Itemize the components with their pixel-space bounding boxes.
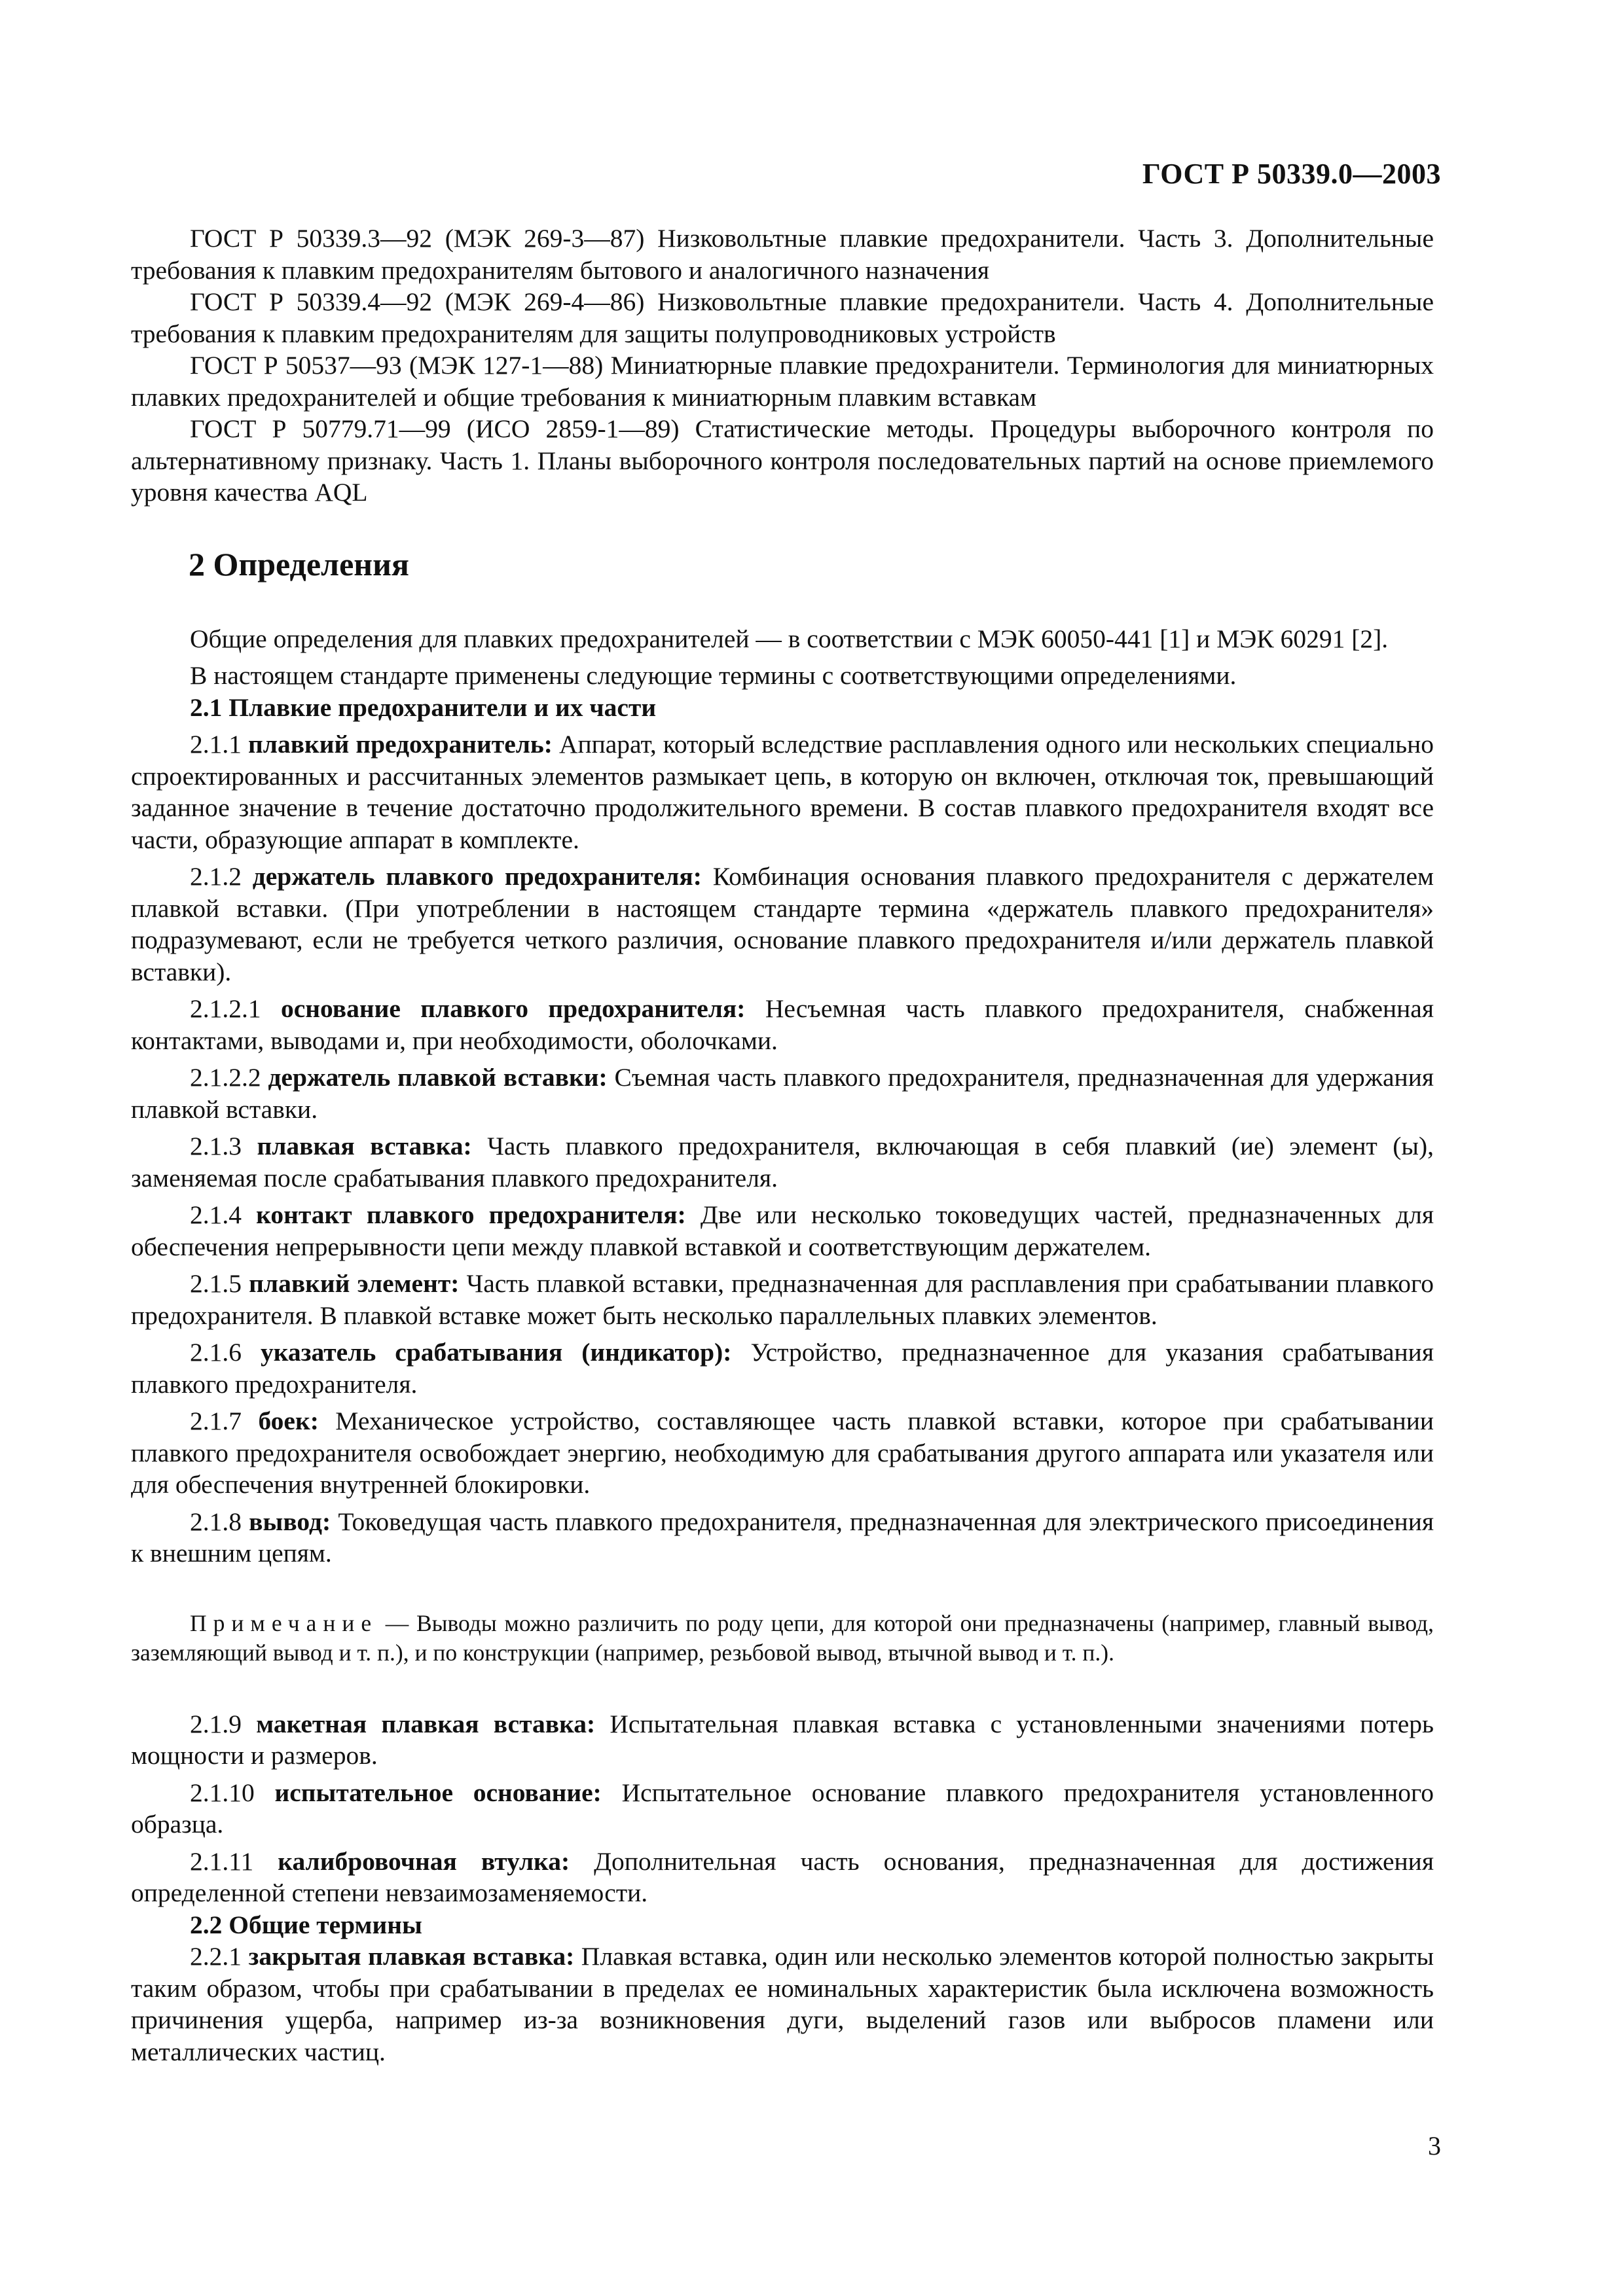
definition-item	[131, 1777, 1434, 1840]
item-number: 2.1.4	[190, 1200, 257, 1229]
intro-paragraph: В настоящем стандарте применены следующие термины с соответствующими определениями.	[190, 661, 1237, 690]
term: калибровочная втулка:	[278, 1846, 570, 1876]
definition-item	[131, 728, 1434, 855]
definition-text: Механическое устройство, составляющее часть плавкой вставки, которое при срабатывании плавкого предохранителя освобождает энергию, необходимую для срабатывания другого аппарата или указателя или для обеспечения внутренней блокировки.	[131, 1407, 1434, 1499]
item-number: 2.2.1	[190, 1942, 249, 1971]
note-text: — Выводы можно различить по роду цепи, для которой они предназначены (например, главный вывод, заземляющий вывод и т. п.), и по конструкции (например, резьбовой вывод, втычной вывод и т. п.).	[131, 1609, 1434, 1666]
term: держатель плавкого предохранителя:	[252, 862, 702, 891]
definition-item	[131, 1130, 1434, 1194]
definition-item	[131, 1199, 1434, 1263]
item-number: 2.1.6	[190, 1338, 261, 1367]
term: основание плавкого предохранителя:	[281, 994, 746, 1023]
term: макетная плавкая вставка:	[256, 1709, 596, 1738]
reference-entry: ГОСТ Р 50339.3—92 (МЭК 269-3—87) Низковольтные плавкие предохранители. Часть 3. Дополнительные требования к плавким предохранителям бытового и аналогичного назначения	[131, 224, 1434, 285]
section-title: 2 Определения	[189, 545, 409, 583]
definition-text: Часть плавкой вставки, предназначенная для расплавления при срабатывании плавкого предохранителя. В плавкой вставке может быть несколько параллельных плавких элементов.	[131, 1269, 1434, 1330]
subsection-title: 2.2 Общие термины	[190, 1910, 422, 1939]
definition-item	[131, 1062, 1434, 1125]
term: держатель плавкой вставки:	[268, 1063, 608, 1092]
term: контакт плавкого предохранителя:	[256, 1200, 686, 1229]
item-number: 2.1.2	[190, 862, 253, 891]
item-number: 2.1.8	[190, 1507, 249, 1536]
item-number: 2.1.1	[190, 730, 249, 759]
term: плавкая вставка:	[257, 1132, 472, 1160]
term: указатель срабатывания (индикатор):	[261, 1338, 732, 1367]
definition-text: Испытательная плавкая вставка с установленными значениями потерь мощности и размеров.	[131, 1709, 1434, 1770]
definition-text: Устройство, предназначенное для указания срабатывания плавкого предохранителя.	[131, 1338, 1434, 1399]
definition-text: Аппарат, который вследствие расплавления одного или нескольких специально спроектированных и рассчитанных элементов размыкает цепь, в которую он включен, отключая ток, превышающий заданное значение в течение достаточно продолжительного времени. В состав плавкого предохранителя входят все части, образующие аппарат в комплекте.	[131, 730, 1434, 854]
definition-item	[131, 1708, 1434, 1772]
definition-item	[131, 1941, 1434, 2068]
page-number: 3	[1428, 2131, 1441, 2161]
definition-item	[131, 861, 1434, 988]
item-number: 2.1.7	[190, 1407, 259, 1435]
definition-text: Съемная часть плавкого предохранителя, предназначенная для удержания плавкой вставки.	[131, 1063, 1434, 1124]
definition-text: Испытательное основание плавкого предохранителя установленного образца.	[131, 1778, 1434, 1839]
definition-item	[131, 1336, 1434, 1400]
note-label: Примечание	[190, 1609, 378, 1636]
item-number: 2.1.3	[190, 1132, 257, 1160]
definition-text: Часть плавкого предохранителя, включающая в себя плавкий (ие) элемент (ы), заменяемая после срабатывания плавкого предохранителя.	[131, 1132, 1434, 1193]
definition-text: Несъемная часть плавкого предохранителя, снабженная контактами, выводами и, при необходимости, оболочками.	[131, 994, 1434, 1055]
note-paragraph	[131, 1609, 1434, 1668]
reference-entry: ГОСТ Р 50537—93 (МЭК 127-1—88) Миниатюрные плавкие предохранители. Терминология для миниатюрных плавких предохранителей и общие требования к миниатюрным плавким вставкам	[131, 351, 1434, 412]
term: закрытая плавкая вставка:	[248, 1942, 575, 1971]
item-number: 2.1.9	[190, 1709, 257, 1738]
item-number: 2.1.11	[190, 1846, 278, 1876]
term: вывод:	[249, 1507, 331, 1536]
definition-text: Токоведущая часть плавкого предохранителя, предназначенная для электрического присоединения к внешним цепям.	[131, 1507, 1434, 1568]
definition-item	[131, 1846, 1434, 1909]
document-body	[131, 223, 1434, 2068]
item-number: 2.1.5	[190, 1269, 249, 1298]
document-code-header: ГОСТ Р 50339.0—2003	[1142, 158, 1441, 190]
definition-text: Две или несколько токоведущих частей, предназначенных для обеспечения непрерывности цепи между плавкой вставкой и соответствующим держателем.	[131, 1200, 1434, 1261]
definition-text: Дополнительная часть основания, предназначенная для достижения определенной степени невзаимозаменяемости.	[131, 1846, 1434, 1907]
reference-entry: ГОСТ Р 50339.4—92 (МЭК 269-4—86) Низковольтные плавкие предохранители. Часть 4. Дополнительные требования к плавким предохранителям для защиты полупроводниковых устройств	[131, 287, 1434, 348]
item-number: 2.1.2.2	[190, 1063, 268, 1092]
term: плавкий предохранитель:	[248, 730, 553, 759]
subsection-title: 2.1 Плавкие предохранители и их части	[190, 692, 657, 722]
definition-item	[131, 1506, 1434, 1570]
definition-item	[131, 1268, 1434, 1331]
term: плавкий элемент:	[249, 1269, 460, 1298]
term: боек:	[258, 1407, 319, 1435]
definition-item	[131, 993, 1434, 1056]
item-number: 2.1.2.1	[190, 994, 281, 1023]
intro-paragraph: Общие определения для плавких предохранителей — в соответствии с МЭК 60050-441 [1] и МЭК 60291 [2].	[190, 624, 1389, 653]
reference-entry: ГОСТ Р 50779.71—99 (ИСО 2859-1—89) Статистические методы. Процедуры выборочного контроля по альтернативному признаку. Часть 1. Планы выборочного контроля последовательных партий на основе приемлемого уровня качества AQL	[131, 414, 1434, 507]
definition-text: Плавкая вставка, один или несколько элементов которой полностью закрыты таким образом, чтобы при срабатывании в пределах ее номинальных характеристик была исключена возможность причинения ущерба, например из-за возникновения дуги, выделений газов или выбросов пламени или металлических частиц.	[131, 1942, 1434, 2066]
term: испытательное основание:	[274, 1778, 602, 1807]
definition-text: Комбинация основания плавкого предохранителя с держателем плавкой вставки. (При употреблении в настоящем стандарте термина «держатель плавкого предохранителя» подразумевают, если не требуется четкого различия, основание плавкого предохранителя и/или держатель плавкой вставки).	[131, 862, 1434, 986]
definition-item	[131, 1405, 1434, 1501]
item-number: 2.1.10	[190, 1778, 275, 1807]
